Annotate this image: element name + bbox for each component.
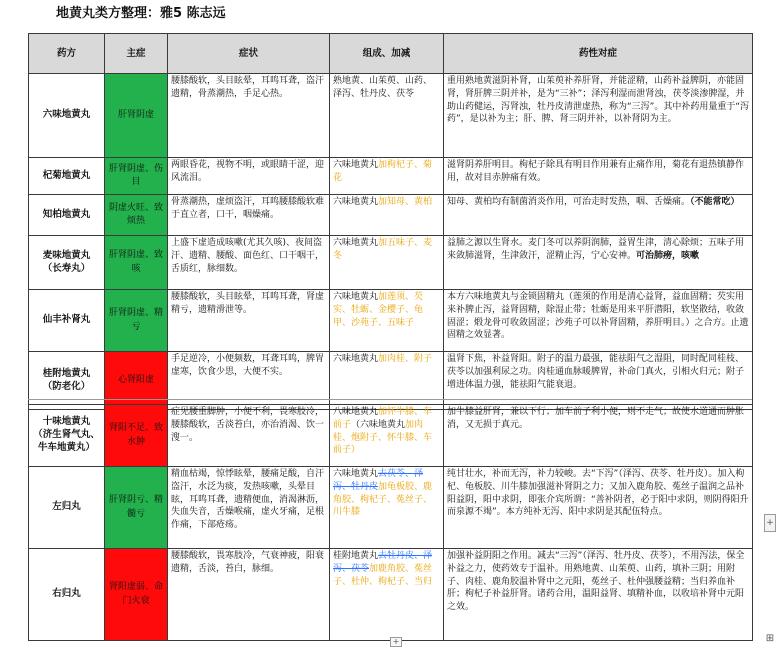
pharmacology-cell: 加牛膝益肝肾，兼以下行；加车前子利小便，则不走气；故使水道通而肿胀消，又无损于真元。: [444, 405, 753, 467]
composition-removed: 去茯苓、泽泻、牡丹皮: [333, 469, 424, 492]
main-syndrome-cell: 肾阳虚弱、命门火衰: [105, 549, 168, 641]
symptom-cell: 上盛下虚造成咳嗽(尤其久咳)、夜间盗汗、遗精、腰酸、面色红、口干咽干，舌质红，脉细数。: [168, 236, 330, 290]
formula-name: 左归丸: [29, 467, 105, 549]
page-break-divider: [28, 399, 752, 400]
composition-cell: [330, 405, 444, 467]
main-syndrome-cell: 肝肾阴虚、伤目: [105, 158, 168, 195]
pharmacology-cell: 温肾下焦，补益肾阳。附子的温力最强，能祛阳气之湿阻，同时配同桂枝、茯苓以加强利尿之功。肉桂通血脉暖脾胃，补命门真火，引相火归元；附子增进体温力强，能祛阳气能衰退。: [444, 352, 753, 410]
main-syndrome-cell: 肾阳不足、致水肿: [105, 405, 168, 467]
composition-base: 桂附地黄丸: [333, 551, 379, 561]
table-row: [29, 467, 753, 549]
composition-base: 六味地黄丸: [333, 238, 379, 248]
formula-name: 右归丸: [29, 549, 105, 641]
composition-cell: [330, 290, 444, 352]
composition-additions: 加知母、黄柏: [378, 197, 433, 207]
pharmacology-text: 知母、黄柏均有制菌消炎作用，可治走时发热，咽、舌燥痛。: [447, 197, 691, 207]
symptom-cell: 腰膝酸软，头目眩晕，耳鸣耳聋，盗汗遗精，骨蒸潮热，手足心热。: [168, 74, 330, 158]
formula-name: 桂附地黄丸: [42, 367, 91, 379]
formula-alias: （长寿丸）: [42, 262, 91, 274]
composition-base: 六味地黄丸: [333, 354, 379, 364]
formula-name: 知柏地黄丸: [29, 195, 105, 236]
formula-table-bottom: [28, 404, 753, 641]
composition-base: 熟地黄、山茱萸、山药、泽泻、牡丹皮、茯苓: [333, 76, 433, 99]
composition-additions: 加怀牛膝、车前子: [333, 407, 433, 430]
symptom-cell: 手足逆冷，小便频数，耳聋耳鸣，脾胃虚寒，饮食少思，大便不实。: [168, 352, 330, 410]
formula-name: 麦味地黄丸: [42, 249, 91, 261]
composition-cell: [330, 236, 444, 290]
composition-base: 六味地黄丸: [333, 160, 379, 170]
table-add-row-icon[interactable]: +: [390, 637, 402, 647]
composition-additions-alt: 加肉桂、炮附子、怀牛膝、车前子）: [333, 419, 433, 456]
formula-name-cell: [29, 405, 105, 467]
header-zhengzhuang: 症状: [168, 34, 330, 74]
composition-cell: [330, 195, 444, 236]
formula-name: 仙丰补肾丸: [29, 290, 105, 352]
symptom-cell: 精血枯竭，惊悸眩晕，腰痛足酸，自汗盗汗，水泛为痰，发热咳嗽，头晕目眩，耳鸣耳聋，遗精便血，消渴淋沥，失血失音，舌燥喉痛，虚火牙痛，足根作痛，下部疮疡。: [168, 467, 330, 549]
main-syndrome-cell: 肝肾阴虚、精亏: [105, 290, 168, 352]
table-row: [29, 290, 753, 352]
composition-base: 六味地黄丸: [333, 197, 379, 207]
pharmacology-cell: 加强补益阴阳之作用。减去“三泻”（泽泻、牡丹皮、茯苓），不用泻法，保全补益之力，使药效专于温补。用熟地黄、山茱萸、山药，填补三阴；用附子、肉桂、鹿角胶温补肾中之元阳，菟丝子、杜仲强腰益精；当归养血补肝；枸杞子补益肝肾。诸药合用，温阳益肾、填精补血，以收培补肾中元阳之效。: [444, 549, 753, 641]
composition-additions: 加鹿角胶、菟丝子、杜仲、枸杞子、当归: [333, 563, 433, 587]
header-zhuzheng: 主症: [105, 34, 168, 74]
symptom-cell: 两眼昏花，视物不明，或眼睛干涩，迎风流泪。: [168, 158, 330, 195]
table-row: [29, 405, 753, 467]
main-syndrome-cell: 心肾阳虚: [105, 352, 168, 410]
table-row: [29, 549, 753, 641]
expand-handle-icon[interactable]: +: [764, 514, 776, 532]
formula-name-cell: [29, 236, 105, 290]
composition-cell: [330, 467, 444, 549]
symptom-cell: 腰膝酸软，畏寒肢冷，气衰神疲，阳衰遗精，舌淡，苔白，脉细。: [168, 549, 330, 641]
composition-additions: 加枸杞子、菊花: [333, 160, 433, 183]
composition-additions: 加肉桂、附子: [378, 354, 433, 364]
main-syndrome-cell: 肝肾阴虚、致咳: [105, 236, 168, 290]
pharmacology-warning: （不能常吃）: [690, 197, 740, 207]
formula-name: 十味地黄丸: [42, 416, 91, 428]
pharmacology-cell: 本方六味地黄丸与金锁固精丸（莲须的作用是清心益肾，益血固精；芡实用来补脾止泻，益肾固精，除湿止带；牡蛎是用来平肝潜阳，软坚散结，收敛固涩；煅龙骨可收敛固涩；沙苑子可以补肾固精，养肝明目。）之合方。止遗固精之效显著。: [444, 290, 753, 352]
formula-table-top: [28, 33, 753, 410]
composition-base: 六味地黄丸: [333, 469, 379, 479]
table-row: [29, 195, 753, 236]
composition-cell: [330, 352, 444, 410]
symptom-cell: 骨蒸潮热，虚烦盗汗，耳鸣腰膝酸软难于直立者，口干，咽燥痛。: [168, 195, 330, 236]
main-syndrome-cell: 阴虚火旺、致烦热: [105, 195, 168, 236]
formula-name: 六味地黄丸: [29, 74, 105, 158]
symptom-cell: 症见腰重脚肿，小便不利，畏寒肢冷，腰膝酸软，舌淡苔白，亦治消渴、饮一溲一。: [168, 405, 330, 467]
pharmacology-cell: [444, 236, 753, 290]
composition-cell: [330, 158, 444, 195]
pharmacology-cell: 纯甘壮水，补而无泻，补力较峻。去“下泻”（泽泻、茯苓、牡丹皮）。加入枸杞、龟板胶、川牛膝加强滋补肾阴之力；又加入鹿角胶、菟丝子温润之品补阳益阴，阳中求阴，即张介宾所谓：“善补阴者，必于阳中求阴，则阴得阳升而泉源不竭”。本方纯补无泻、阳中求阴是其配伍特点。: [444, 467, 753, 549]
table-row: [29, 158, 753, 195]
table-row: [29, 236, 753, 290]
composition-cell: [330, 549, 444, 641]
formula-name: 杞菊地黄丸: [29, 158, 105, 195]
composition-additions: 加莲须、芡实、牡蛎、金樱子、龟甲、沙苑子、五味子: [333, 292, 424, 328]
composition-cell: [330, 74, 444, 158]
table-row: [29, 74, 753, 158]
header-yaofang: 药方: [29, 34, 105, 74]
composition-additions: 加龟板胶、鹿角胶、枸杞子、菟丝子、川牛膝: [333, 481, 433, 518]
header-zucheng: 组成、加减: [330, 34, 444, 74]
formula-alias: （济生肾气丸、牛车地黄丸）: [33, 429, 100, 453]
table-header-row: [29, 34, 753, 74]
composition-base: 八味地黄丸: [333, 407, 379, 417]
pharmacology-cell: 滋肾阴养肝明目。枸杞子除具有明目作用兼有止痛作用，菊花有退热镇静作用，故对目赤肿痛有效。: [444, 158, 753, 195]
formula-alias: （防老化）: [42, 380, 91, 392]
composition-base-alt: （六味地黄丸: [351, 419, 406, 430]
pharmacology-text: 益肺之源以生肾水。麦门冬可以养阴润肺，益胃生津，清心除烦；五味子用来敛肺滋肾，生津敛汗，涩精止泻，宁心安神。: [447, 238, 745, 261]
main-syndrome-cell: 肝肾阴虚: [105, 74, 168, 158]
main-syndrome-cell: 肝肾阴亏、精髓亏: [105, 467, 168, 549]
composition-base: 六味地黄丸: [333, 292, 379, 302]
pharmacology-cell: [444, 195, 753, 236]
table-resize-icon[interactable]: ⊞: [765, 633, 775, 644]
pharmacology-highlight: 可治肺痨，咳嗽: [636, 250, 700, 261]
table-row: [29, 352, 753, 410]
formula-name-cell: [29, 352, 105, 410]
composition-additions: 加五味子、麦冬: [333, 238, 433, 261]
header-yaoxing: 药性对症: [444, 34, 753, 74]
composition-removed: 去牡丹皮、泽泻、茯苓: [333, 551, 433, 574]
pharmacology-cell: 重用熟地黄滋阴补肾，山茱萸补养肝肾，并能涩精，山药补益脾阴，亦能固肾，肾肝脾三阴并补，是为“三补”；泽泻利湿而泄肾浊，茯苓淡渗脾湿，并助山药健运，泻肾浊，牡丹皮清泄虚热，称为“三泻”。其中补药用量重于“泻药”，是以补为主；肝、脾、肾三阴并补，以补肾阴为主。: [444, 74, 753, 158]
symptom-cell: 腰膝酸软，头目眩晕，耳鸣耳聋，肾虚精亏，遗精滑泄等。: [168, 290, 330, 352]
document-title: 地黄丸类方整理：雅5 陈志远: [56, 6, 226, 21]
